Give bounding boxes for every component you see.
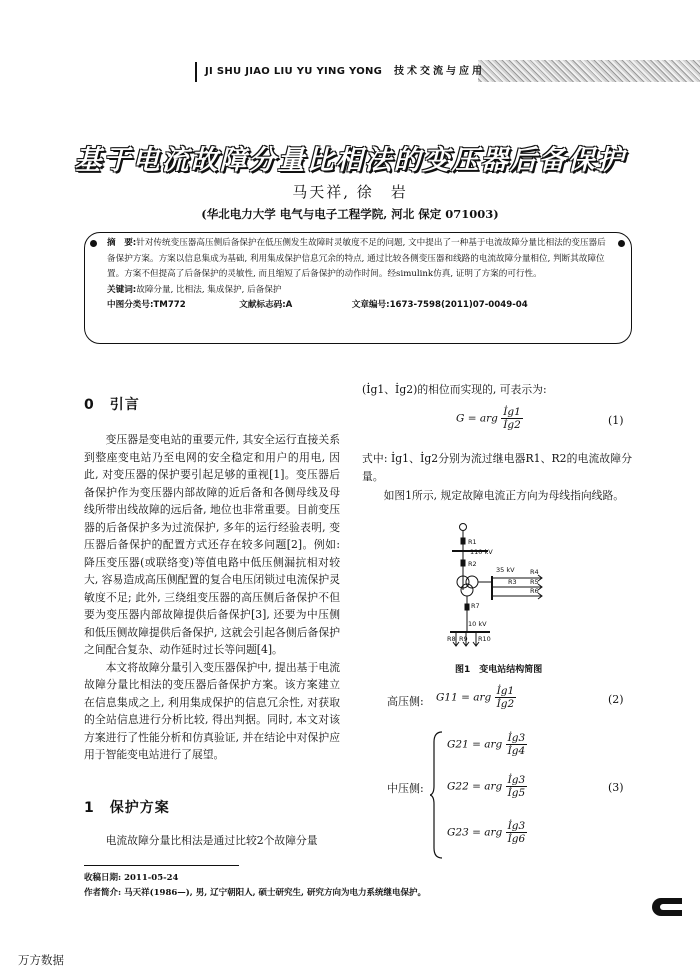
eq3b-lhs: G22 = arg bbox=[447, 780, 503, 793]
eq3c-fraction bbox=[506, 820, 528, 845]
breaker-r1 bbox=[461, 538, 465, 544]
eq2-number: (2) bbox=[608, 693, 624, 706]
label-r4: R4 bbox=[530, 568, 539, 576]
label-r2: R2 bbox=[468, 560, 477, 568]
keywords-line bbox=[107, 283, 607, 299]
left-brace bbox=[430, 730, 444, 860]
source-node bbox=[460, 524, 467, 531]
eq3a-denominator: İg4 bbox=[507, 745, 526, 757]
clc-label: 中图分类号: bbox=[107, 300, 154, 310]
article-id-value: 1673-7598(2011)07-0049-04 bbox=[389, 300, 528, 310]
method-paragraph: 电流故障分量比相法是通过比较2个故障分量 bbox=[105, 834, 318, 847]
eq2-numerator: İg1 bbox=[496, 685, 515, 697]
eq2-fraction bbox=[495, 685, 517, 710]
keywords-value: 故障分量, 比相法, 集成保护, 后备保护 bbox=[136, 284, 282, 295]
eq3c-lhs: G23 = arg bbox=[447, 826, 503, 839]
eq1-numerator: İg1 bbox=[503, 406, 521, 418]
eq3a-lhs: G21 = arg bbox=[447, 738, 503, 751]
header-pinyin: JI SHU JIAO LIU YU YING YONG bbox=[205, 66, 383, 77]
eq1-number: (1) bbox=[608, 414, 624, 427]
substation-diagram bbox=[430, 520, 570, 650]
paper-authors: 马天祥, 徐 岩 bbox=[292, 183, 408, 201]
breaker-r7 bbox=[465, 604, 469, 610]
abstract-label: 摘 要: bbox=[107, 238, 137, 248]
eq1-fraction bbox=[501, 406, 523, 431]
label-r5: R5 bbox=[530, 578, 539, 586]
eq2-denominator: İg2 bbox=[496, 698, 515, 710]
eq3b-numerator: İg3 bbox=[507, 774, 526, 786]
eq3c-denominator: İg6 bbox=[507, 833, 526, 845]
label-r1: R1 bbox=[468, 538, 477, 546]
eq2-lhs: G11 = arg bbox=[436, 691, 492, 704]
intro-paragraph-1: 变压器是变电站的重要元件, 其安全运行直接关系到整座变电站乃至电网的安全稳定和用户的用电, 因此, 对变压器的保护要引起足够的重视[1]。变压器后备保护作为变压器内部故障的近后备和各侧母线及母线所带出线故障的远后备, 地位也非常重要。目前变压器的后备保护多为过流保护, 多年的运行经验表明, 变压器后备保护的配置方式还存在较多问题[2]。例如: 降压变压器(或联络变)等值电路中低压侧漏抗相对较大, 容易造成高压侧配置的复合电压闭锁过电流保护灵敏度不足; 此外, 三绕组变压器的高压侧后备保护不但要为变压器内部故障提供后备保护[3], 还要为中压侧和低压侧故障提供后备保护, 这就会引起各侧后备保护之间配合复杂、动作延时过长等问题[4]。 bbox=[84, 433, 340, 656]
label-r7: R7 bbox=[471, 602, 480, 610]
label-35kv: 35 kV bbox=[496, 566, 515, 574]
figure-1-caption: 图1 变电站结构简图 bbox=[455, 665, 543, 675]
right-paragraph-1: 式中: İg1、İg2分别为流过继电器R1、R2的电流故障分量。 bbox=[362, 452, 632, 483]
left-column-body bbox=[84, 431, 340, 764]
mv-side-label: 中压侧: bbox=[387, 782, 424, 795]
article-id-label: 文章编号: bbox=[351, 300, 390, 310]
eq3-number: (3) bbox=[608, 781, 624, 794]
author-bio: 作者简介: 马天祥(1986—), 男, 辽宁朝阳人, 硕士研究生, 研究方向为电力系统继电保护。 bbox=[84, 888, 426, 898]
equation-1 bbox=[456, 406, 523, 431]
eq1-lhs: G = arg bbox=[456, 412, 498, 425]
equation-3b bbox=[447, 774, 527, 799]
keywords-label: 关键词: bbox=[107, 284, 137, 295]
breaker-r2 bbox=[461, 560, 465, 566]
eq3b-fraction bbox=[506, 774, 528, 799]
section-1-heading: 1 保护方案 bbox=[84, 800, 170, 816]
label-r3: R3 bbox=[508, 578, 517, 586]
label-r9: R9 bbox=[459, 635, 468, 643]
classification-line bbox=[107, 298, 607, 314]
page-edge-mark-notch bbox=[660, 904, 682, 910]
running-header bbox=[195, 62, 615, 82]
doc-code-label: 文献标志码: bbox=[239, 300, 286, 310]
equation-3a bbox=[447, 732, 527, 757]
equation-3c bbox=[447, 820, 527, 845]
doc-code-value: A bbox=[285, 300, 293, 310]
label-110kv: 110 kV bbox=[470, 548, 493, 556]
bullet-right-icon bbox=[618, 240, 625, 247]
intro-paragraph-2: 本文将故障分量引入变压器保护中, 提出基于电流故障分量比相法的变压器后备保护方案。该方案建立在信息集成之上, 利用集成保护的信息冗余性, 对获取的全站信息进行分析比较, 得出判据。同时, 本文对该方案进行了性能分析和仿真验证, 并在结论中对保护应用于智能变电站进行了展望。 bbox=[84, 660, 340, 761]
section-0-heading: 0 引言 bbox=[84, 397, 140, 413]
bullet-left-icon bbox=[90, 240, 97, 247]
eq3a-fraction bbox=[506, 732, 528, 757]
right-paragraph-2: 如图1所示, 规定故障电流正方向为母线指向线路。 bbox=[383, 489, 625, 502]
footnote-rule bbox=[84, 865, 239, 866]
paper-affiliation: (华北电力大学 电气与电子工程学院, 河北 保定 071003) bbox=[201, 207, 499, 221]
right-intro-line: (İg1、İg2)的相位而实现的, 可表示为: bbox=[362, 383, 547, 396]
abstract-paragraph bbox=[107, 236, 607, 283]
received-date: 收稿日期: 2011-05-24 bbox=[84, 873, 179, 883]
eq3b-denominator: İg5 bbox=[507, 787, 526, 799]
watermark: 万方数据 bbox=[18, 953, 64, 967]
abstract-body: 针对传统变压器高压侧后备保护在低压侧发生故障时灵敏度不足的问题, 文中提出了一种基于电流故障分量比相法的变压器后备保护方案。方案以信息集成为基础, 利用集成保护信息冗余的特点, 通过比较各侧变压器和线路的电流故障分量相位, 判断其故障位置。方案不但提高了后备保护的灵敏性, 而且缩短了后备保护的动作时间。经simulink仿真, 证明了方案的可行性。 bbox=[107, 238, 606, 279]
label-10kv: 10 kV bbox=[468, 620, 487, 628]
eq1-denominator: İg2 bbox=[503, 419, 521, 431]
eq3a-numerator: İg3 bbox=[507, 732, 526, 744]
label-r10: R10 bbox=[478, 635, 491, 643]
header-chinese: 技术交流与应用 bbox=[393, 66, 485, 77]
abstract-text-block bbox=[107, 236, 607, 314]
paper-title: 基于电流故障分量比相法的变压器后备保护 bbox=[74, 145, 626, 176]
equation-2 bbox=[436, 685, 516, 710]
clc-value: TM772 bbox=[153, 300, 186, 310]
label-r6: R6 bbox=[530, 587, 539, 595]
eq3c-numerator: İg3 bbox=[507, 820, 526, 832]
hv-side-label: 高压侧: bbox=[387, 695, 424, 708]
label-r8: R8 bbox=[447, 635, 456, 643]
